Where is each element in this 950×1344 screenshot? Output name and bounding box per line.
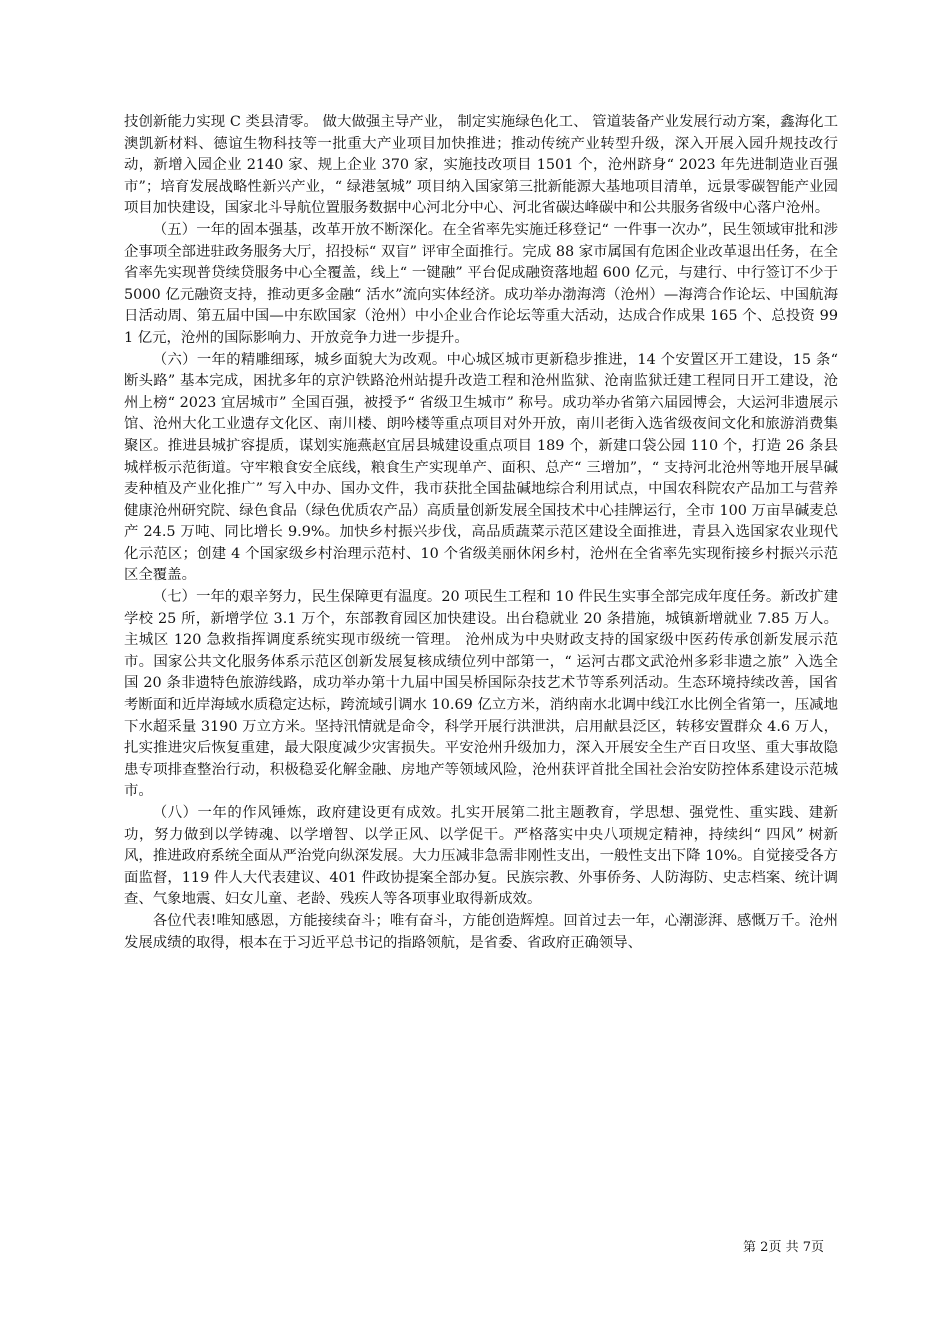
paragraph-urban-rural: （六）一年的精雕细琢，城乡面貌大为改观。中心城区城市更新稳步推进，14 个安置区开工建设，15 条“ 断头路” 基本完成，困扰多年的京沪铁路沧州站提升改造工程和沧州监狱、沧南监狱迁建工程同日开工建设，沧州上榜“ 2023 宜居城市” 全国百强，被授予“ 省级卫生城市” 称号。成功举办省第六届园博会，大运河非遗展示馆、沧州大化工业遗存文化区、南川楼、朗吟楼等重点项目对外开放，南川老街入选省级夜间文化和旅游消费集聚区。推进县城扩容提质，谋划实施燕赵宜居县城建设重点项目 189 个，新建口袋公园 110 个，打造 26 条县城样板示范街道。守牢粮食安全底线，粮食生产实现单产、面积、总产“ 三增加”，“ 支持河北沧州等地开展旱碱麦种植及产业化推广” 写入中办、国办文件，我市获批全国盐碱地综合利用试点，中国农科院农产品加工与营养健康沧州研究院、绿色食品（绿色优质农产品）高质量创新发展全国技术中心挂牌运行，全市 100 万亩旱碱麦总产 24.5 万吨、同比增长 9.9%。加快乡村振兴步伐，高品质蔬菜示范区建设全面推进，青县入选国家农业现代化示范区；创建 4 个国家级乡村治理示范村、10 个省级美丽休闲乡村，沧州在全省率先实现衔接乡村振兴示范区全覆盖。 — [124, 351, 838, 584]
paragraph-continued: 技创新能力实现 C 类县清零。 做大做强主导产业， 制定实施绿色化工、 管道装备产业发展行动方案，鑫海化工澳凯新材料、德谊生物科技等一批重大产业项目加快推进；推动传统产业转型升级，深入开展入园升规技改行动，新增入园企业 2140 家、规上企业 370 家，实施技改项目 1501 个，沧州跻身“ 2023 年先进制造业百强市”；培育发展战略性新兴产业，“ 绿港氢城” 项目纳入国家第三批新能源大基地项目清单，远景零碳智能产业园项目加快建设，国家北斗导航位置服务数据中心河北分中心、河北省碳达峰碳中和公共服务省级中心落户沧州。 — [124, 114, 838, 217]
paragraph-livelihood: （七）一年的艰辛努力，民生保障更有温度。20 项民生工程和 10 件民生实事全部完成年度任务。新改扩建学校 25 所，新增学位 3.1 万个，东部教育园区加快建设。出台稳就业 20 条措施，城镇新增就业 7.85 万人。 主城区 120 急救指挥调度系统实现市级统一管理。 沧州成为中央财政支持的国家级中医药传承创新发展示范市。国家公共文化服务体系示范区创新发展复核成绩位列中部第一，“ 运河古郡文武沧州多彩非遗之旅” 入选全国 20 条非遗特色旅游线路，成功举办第十九届中国吴桥国际杂技艺术节等系列活动。生态环境持续改善，国省考断面和近岸海域水质稳定达标，跨流域引调水 10.69 亿立方米，消纳南水北调中线江水比例全省第一，压减地下水超采量 3190 万立方米。坚持汛情就是命令，科学开展行洪泄洪，启用献县泛区，转移安置群众 4.6 万人，扎实推进灾后恢复重建，最大限度减少灾害损失。平安沧州升级加力，深入开展安全生产百日攻坚、重大事故隐患专项排查整治行动，积极稳妥化解金融、房地产等领域风险，沧州获评首批全国社会治安防控体系建设示范城市。 — [124, 589, 838, 800]
paragraph-reform-opening: （五）一年的固本强基，改革开放不断深化。在全省率先实施迁移登记“ 一件事一次办”，民生领域审批和涉企事项全部进驻政务服务大厅，招投标“ 双盲” 评审全面推行。完成 88 家市属国有危困企业改革退出任务，在全省率先实现普贷续贷服务中心全覆盖，线上“ 一键融” 平台促成融资落地超 600 亿元，与建行、中行签订不少于 5000 亿元融资支持，推动更多金融“ 活水”流向实体经济。成功举办渤海湾（沧州）—海湾合作论坛、中国航海日活动周、第五届中国—中东欧国家（沧州）中小企业合作论坛等重大活动，达成合作成果 165 个、总投资 991 亿元，沧州的国际影响力、开放竞争力进一步提升。 — [124, 221, 838, 346]
page-number-footer: 第 2页 共 7页 — [743, 1240, 824, 1255]
document-body — [124, 112, 838, 954]
paragraph-closing: 各位代表!唯知感恩，方能接续奋斗；唯有奋斗，方能创造辉煌。回首过去一年，心潮澎湃、感慨万千。沧州发展成绩的取得，根本在于习近平总书记的指路领航，是省委、省政府正确领导、 — [124, 912, 838, 951]
paragraph-government-style: （八）一年的作风锤炼，政府建设更有成效。扎实开展第二批主题教育，学思想、强党性、重实践、建新功，努力做到以学铸魂、以学增智、以学正风、以学促干。严格落实中央八项规定精神，持续纠“ 四风” 树新风，推进政府系统全面从严治党向纵深发展。大力压减非急需非刚性支出，一般性支出下降 10%。自觉接受各方面监督，119 件人大代表建议、401 件政协提案全部办复。民族宗教、外事侨务、人防海防、史志档案、统计调查、气象地震、妇女儿童、老龄、残疾人等各项事业取得新成效。 — [124, 805, 838, 908]
